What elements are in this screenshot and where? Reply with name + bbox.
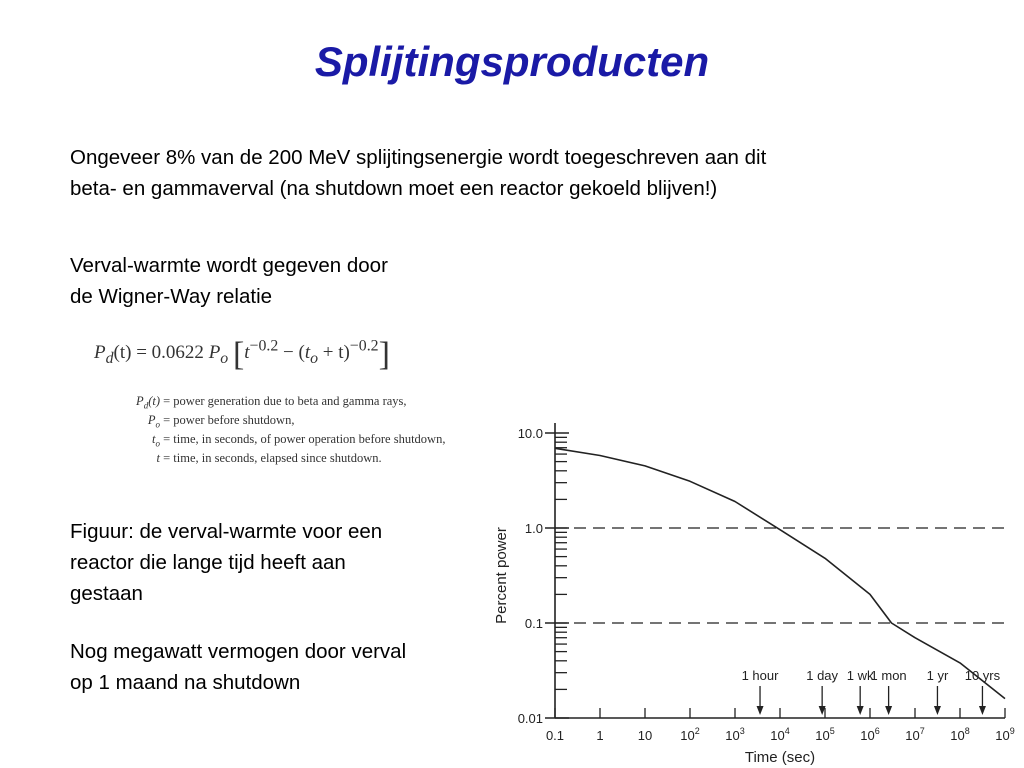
time-marker-arrow-head — [979, 706, 986, 715]
x-tick-label: $10^4$ — [770, 726, 790, 743]
megawatt-paragraph: Nog megawatt vermogen door verval op 1 maand na shutdown — [70, 640, 407, 694]
y-tick-label: 0.01 — [517, 711, 543, 726]
wigner-way-formula — [92, 332, 482, 466]
x-tick-label: $10^8$ — [950, 726, 970, 743]
definition-row: t = time, in seconds, elapsed since shutdown. — [156, 451, 382, 466]
x-tick-label: 1 — [596, 728, 604, 743]
x-tick-label: $10^9$ — [995, 726, 1015, 743]
definition-row: $t_o$ = time, in seconds, of power operation before shutdown, — [152, 432, 446, 449]
time-marker-label: 1 mon — [870, 668, 907, 683]
formula-exponent-2: −0.2 — [349, 337, 379, 355]
definition-row: $P_o$ = power before shutdown, — [147, 413, 295, 430]
x-tick-label: $10^7$ — [905, 726, 925, 743]
y-tick-label: 1.0 — [524, 521, 543, 536]
formula-lhs-subscript: d — [105, 349, 114, 367]
formula-definitions — [112, 394, 445, 470]
time-marker-arrow-head — [934, 706, 941, 715]
x-tick-label: $10^6$ — [860, 726, 880, 743]
time-marker-label: 10 yrs — [964, 668, 1001, 683]
time-marker-arrow-head — [885, 706, 892, 715]
formula-exponent-1: −0.2 — [249, 337, 279, 355]
formula-t0-symbol: t — [304, 342, 311, 363]
x-tick-label: $10^2$ — [680, 726, 700, 743]
formula-t-symbol: t — [244, 342, 250, 363]
time-marker-label: 1 yr — [926, 668, 949, 683]
x-tick-label: 10 — [637, 728, 653, 743]
x-tick-label: $10^5$ — [815, 726, 835, 743]
formula-lhs-symbol: P — [94, 342, 106, 363]
formula-minus: − ( — [278, 342, 305, 363]
decay-heat-curve — [555, 448, 1005, 698]
formula-left-bracket: [ — [232, 336, 245, 373]
y-tick-label: 10.0 — [517, 426, 543, 441]
time-marker-arrow-head — [857, 706, 864, 715]
y-axis-label: Percent power — [493, 527, 510, 624]
time-marker-label: 1 wk — [846, 668, 874, 683]
wigner-way-paragraph: Verval-warmte wordt gegeven door de Wigner-Way relatie — [70, 254, 388, 308]
formula-p0-subscript: o — [220, 349, 229, 367]
y-tick-label: 0.1 — [524, 616, 543, 631]
x-tick-label: $10^3$ — [725, 726, 745, 743]
page-title: Splijtingsproducten — [314, 38, 710, 85]
formula-equation — [94, 336, 390, 374]
figure-caption-paragraph: Figuur: de verval-warmte voor een reactor die lange tijd heeft aan gestaan — [70, 520, 383, 605]
intro-paragraph: Ongeveer 8% van de 200 MeV splijtingsenergie wordt toegeschreven aan dit beta- en gammaverval (na shutdown moet een reactor gekoeld blijven!) — [70, 146, 767, 200]
formula-lhs-argument: (t) = 0.0622 — [113, 342, 204, 363]
decay-heat-chart — [485, 410, 1020, 765]
x-axis-label: Time (sec) — [744, 749, 816, 765]
formula-right-bracket: ] — [378, 336, 390, 373]
formula-t0-subscript: o — [310, 349, 319, 367]
formula-p0-symbol: P — [208, 342, 221, 363]
x-tick-label: 0.1 — [545, 728, 565, 743]
time-marker-arrow-head — [757, 706, 764, 715]
time-marker-label: 1 hour — [741, 668, 779, 683]
formula-plus-t: + t) — [318, 342, 350, 363]
time-marker-label: 1 day — [806, 668, 839, 683]
definition-row: $P_d(t)$ = power generation due to beta and gamma rays, — [136, 394, 407, 411]
